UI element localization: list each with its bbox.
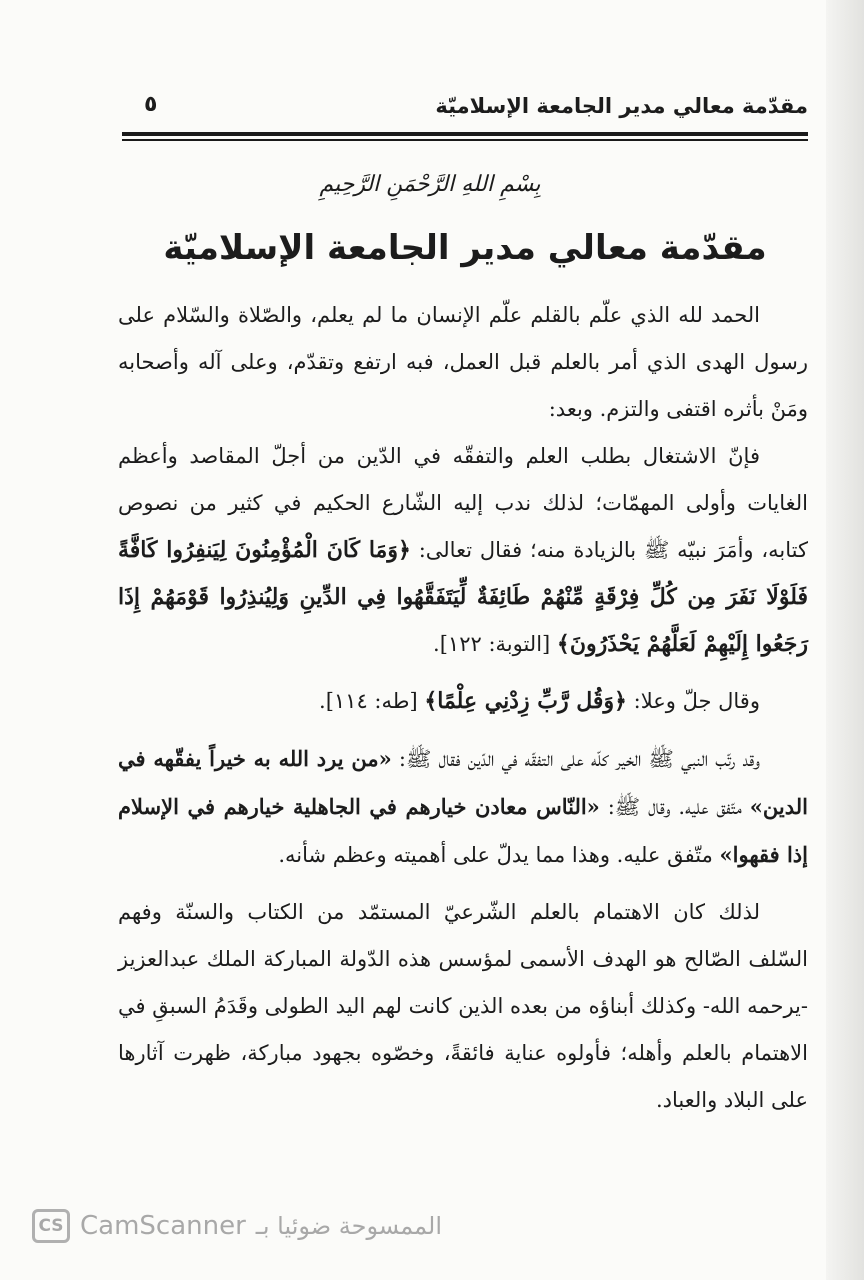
paragraph-4-text-c: متّفق عليه. وهذا مما يدلّ على أهميته وعظم شأنه.	[278, 843, 713, 867]
running-title: مقدّمة معالي مدير الجامعة الإسلاميّة	[435, 94, 808, 118]
camscanner-logo-icon: CS	[32, 1209, 70, 1243]
paragraph-4-text-a: وقد رتّب النبي ﷺ الخير كلّه على التفقّه في الدّين فقال ﷺ:	[398, 747, 760, 771]
paragraph-3-text: وقال جلّ وعلا:	[633, 689, 760, 713]
header-rule-thin	[122, 139, 808, 141]
chapter-title: مقدّمة معالي مدير الجامعة الإسلاميّة	[163, 228, 767, 268]
paragraph-5: لذلك كان الاهتمام بالعلم الشّرعيّ المستمّد من الكتاب والسنّة وفهم السّلف الصّالح هو الهدف الأسمى لمؤسس هذه الدّولة المباركة الملك عبدالعزيز -يرحمه الله- وكذلك أبناؤه من بعده الذين كانت لهم اليد الطولى وقَدَمُ السبقِ في الاهتمام بالعلم وأهله؛ فأولوه عناية فائقةً، وخصّوه بجهود مباركة، ظهرت آثارها على البلاد والعباد.	[118, 900, 808, 1112]
paragraph-2	[118, 433, 808, 668]
camscanner-brand: CamScanner	[80, 1211, 246, 1241]
page-edge-shadow	[826, 0, 864, 1280]
page-number: ٥	[144, 92, 158, 117]
quran-verse-taha: ﴿وَقُل رَّبِّ زِدْنِي عِلْمًا﴾	[424, 688, 627, 714]
body-text	[118, 292, 808, 1124]
hadith-2: «النّاس معادن خيارهم في الجاهلية خيارهم في الإسلام إذا فقهوا»	[118, 794, 808, 867]
hadith-1: «من يرد الله به خيراً يفقّهه في الدين»	[118, 746, 808, 819]
running-header	[120, 88, 808, 128]
verse-reference-tawbah: [التوبة: ١٢٢].	[433, 632, 551, 656]
verse-reference-taha: [طه: ١١٤].	[319, 689, 418, 713]
paragraph-1: الحمد لله الذي علّم بالقلم علّم الإنسان ما لم يعلم، والصّلاة والسّلام على رسول الهدى الذي أمر بالعلم قبل العمل، فبه ارتفع وتقدّم، وعلى آله وأصحابه ومَنْ بأثره اقتفى والتزم. وبعد:	[118, 303, 808, 421]
basmala: بِسْمِ اللهِ الرَّحْمَنِ الرَّحِيمِ	[319, 172, 541, 197]
paragraph-2-text: فإنّ الاشتغال بطلب العلم والتفقّه في الدّين من أجلّ المقاصد وأعظم الغايات وأولى المهمّات؛ لذلك ندب إليه الشّارع الحكيم في كثير من نصوص كتابه، وأمَرَ نبيّه ﷺ بالزيادة منه؛ فقال تعالى:	[118, 444, 808, 562]
quran-verse-tawbah: ﴿وَمَا كَانَ الْمُؤْمِنُونَ لِيَنفِرُوا كَافَّةً فَلَوْلَا نَفَرَ مِن كُلِّ فِرْقَةٍ مِّنْهُمْ طَائِفَةٌ لِّيَتَفَقَّهُوا فِي الدِّينِ وَلِيُنذِرُوا قَوْمَهُمْ إِذَا رَجَعُوا إِلَيْهِمْ لَعَلَّهُمْ يَحْذَرُونَ﴾	[118, 537, 808, 657]
header-rule-thick	[122, 132, 808, 136]
camscanner-watermark	[32, 1206, 502, 1246]
paragraph-4-text-b: متّفق عليه. وقال ﷺ:	[607, 795, 742, 819]
paragraph-4	[118, 735, 808, 879]
paragraph-3	[118, 678, 808, 725]
scanned-with-label: الممسوحة ضوئيا بـ	[255, 1212, 443, 1240]
